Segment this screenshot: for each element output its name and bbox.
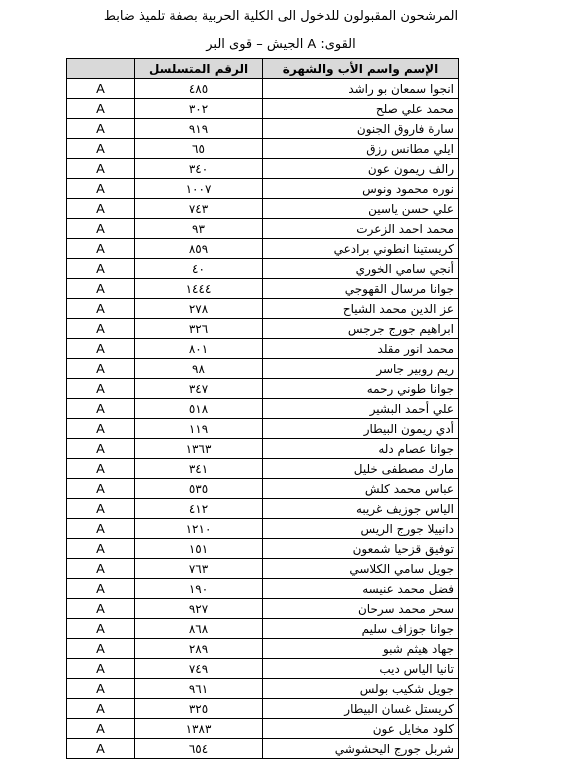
row-name: علي أحمد البشير xyxy=(263,399,459,419)
row-name: توفيق قزحيا شمعون xyxy=(263,539,459,559)
row-serial: ٧٤٩ xyxy=(135,659,263,679)
table-row xyxy=(67,239,459,259)
row-serial: ٤٠ xyxy=(135,259,263,279)
row-name: مارك مصطفى خليل xyxy=(263,459,459,479)
row-name: سارة فاروق الجنون xyxy=(263,119,459,139)
table-row xyxy=(67,619,459,639)
row-grade: A xyxy=(67,439,135,459)
row-name: كلود مخايل عون xyxy=(263,719,459,739)
row-grade: A xyxy=(67,699,135,719)
row-name: دانييلا جورج الريس xyxy=(263,519,459,539)
table-row xyxy=(67,199,459,219)
row-name: الياس جوزيف غريبه xyxy=(263,499,459,519)
row-name: تانيا الياس ديب xyxy=(263,659,459,679)
row-grade: A xyxy=(67,579,135,599)
table-row xyxy=(67,219,459,239)
table-row xyxy=(67,279,459,299)
row-serial: ٩٢٧ xyxy=(135,599,263,619)
row-grade: A xyxy=(67,99,135,119)
row-grade: A xyxy=(67,259,135,279)
table-row xyxy=(67,319,459,339)
row-serial: ٦٥٤ xyxy=(135,739,263,759)
row-serial: ٩٦١ xyxy=(135,679,263,699)
row-grade: A xyxy=(67,639,135,659)
row-name: أنجي سامي الخوري xyxy=(263,259,459,279)
table-row xyxy=(67,679,459,699)
row-serial: ١٤٤٤ xyxy=(135,279,263,299)
row-serial: ٨٥٩ xyxy=(135,239,263,259)
table-row xyxy=(67,159,459,179)
row-name: ريم روبير جاسر xyxy=(263,359,459,379)
force-name: الجيش – قوى البر xyxy=(206,37,304,52)
row-grade: A xyxy=(67,659,135,679)
header-serial: الرقم المتسلسل xyxy=(135,59,263,79)
table-row xyxy=(67,739,459,759)
header-grade xyxy=(67,59,135,79)
row-serial: ٧٦٣ xyxy=(135,559,263,579)
row-grade: A xyxy=(67,519,135,539)
row-name: علي حسن ياسين xyxy=(263,199,459,219)
row-grade: A xyxy=(67,399,135,419)
candidates-table xyxy=(66,58,459,759)
row-name: كريستل غسان البيطار xyxy=(263,699,459,719)
row-grade: A xyxy=(67,219,135,239)
row-grade: A xyxy=(67,319,135,339)
row-name: سحر محمد سرحان xyxy=(263,599,459,619)
row-name: جويل شكيب بولس xyxy=(263,679,459,699)
table-row xyxy=(67,519,459,539)
row-serial: ٣٢٥ xyxy=(135,699,263,719)
table-row xyxy=(67,119,459,139)
row-serial: ٥١٨ xyxy=(135,399,263,419)
table-row xyxy=(67,259,459,279)
table-row xyxy=(67,539,459,559)
table-row xyxy=(67,379,459,399)
row-name: محمد انور مقلد xyxy=(263,339,459,359)
table-row xyxy=(67,99,459,119)
row-name: جويل سامي الكلاسي xyxy=(263,559,459,579)
row-serial: ٤٨٥ xyxy=(135,79,263,99)
table-row xyxy=(67,559,459,579)
row-name: فضل محمد عنيسه xyxy=(263,579,459,599)
row-grade: A xyxy=(67,299,135,319)
table-row xyxy=(67,299,459,319)
row-grade: A xyxy=(67,279,135,299)
row-name: عباس محمد كلش xyxy=(263,479,459,499)
table-row xyxy=(67,179,459,199)
row-serial: ١٥١ xyxy=(135,539,263,559)
row-serial: ٣٠٢ xyxy=(135,99,263,119)
row-grade: A xyxy=(67,339,135,359)
row-serial: ٨٠١ xyxy=(135,339,263,359)
row-serial: ١٩٠ xyxy=(135,579,263,599)
row-serial: ٢٧٨ xyxy=(135,299,263,319)
row-name: نوره محمود ونوس xyxy=(263,179,459,199)
row-name: جوانا عصام دله xyxy=(263,439,459,459)
table-row xyxy=(67,699,459,719)
table-row xyxy=(67,599,459,619)
row-grade: A xyxy=(67,739,135,759)
row-name: عز الدين محمد الشياح xyxy=(263,299,459,319)
row-name: جوانا طوني رحمه xyxy=(263,379,459,399)
row-grade: A xyxy=(67,479,135,499)
table-row xyxy=(67,79,459,99)
row-name: كريستينا انطوني برادعي xyxy=(263,239,459,259)
row-serial: ١٣٦٣ xyxy=(135,439,263,459)
table-row xyxy=(67,499,459,519)
row-name: جوانا مرسال القهوجي xyxy=(263,279,459,299)
row-grade: A xyxy=(67,459,135,479)
row-grade: A xyxy=(67,179,135,199)
table-row xyxy=(67,639,459,659)
table-row xyxy=(67,419,459,439)
table-row xyxy=(67,719,459,739)
row-serial: ٣٤٧ xyxy=(135,379,263,399)
row-grade: A xyxy=(67,539,135,559)
row-serial: ١١٩ xyxy=(135,419,263,439)
row-serial: ٩٨ xyxy=(135,359,263,379)
row-grade: A xyxy=(67,239,135,259)
table-row xyxy=(67,579,459,599)
row-serial: ١٣٨٣ xyxy=(135,719,263,739)
row-grade: A xyxy=(67,79,135,99)
row-serial: ٩٣ xyxy=(135,219,263,239)
row-grade: A xyxy=(67,679,135,699)
row-serial: ١٢١٠ xyxy=(135,519,263,539)
row-grade: A xyxy=(67,559,135,579)
row-name: محمد احمد الزعرت xyxy=(263,219,459,239)
row-name: جهاد هيثم شبو xyxy=(263,639,459,659)
table-row xyxy=(67,139,459,159)
row-name: ايلي مطانس رزق xyxy=(263,139,459,159)
row-grade: A xyxy=(67,139,135,159)
row-grade: A xyxy=(67,619,135,639)
row-name: أدي ريمون البيطار xyxy=(263,419,459,439)
table-body xyxy=(67,79,459,759)
row-name: انجوا سمعان بو راشد xyxy=(263,79,459,99)
table-header-row xyxy=(67,59,459,79)
table-row xyxy=(67,659,459,679)
page-subtitle xyxy=(0,35,562,54)
table-row xyxy=(67,479,459,499)
row-serial: ٤١٢ xyxy=(135,499,263,519)
row-serial: ٦٥ xyxy=(135,139,263,159)
row-grade: A xyxy=(67,199,135,219)
row-name: محمد علي صلح xyxy=(263,99,459,119)
row-grade: A xyxy=(67,359,135,379)
row-serial: ٨٦٨ xyxy=(135,619,263,639)
force-label: القوى: xyxy=(320,37,356,52)
row-serial: ٣٤١ xyxy=(135,459,263,479)
row-name: شربل جورج اليحشوشي xyxy=(263,739,459,759)
table-row xyxy=(67,359,459,379)
row-serial: ٥٣٥ xyxy=(135,479,263,499)
row-grade: A xyxy=(67,599,135,619)
table-row xyxy=(67,439,459,459)
table-row xyxy=(67,459,459,479)
row-grade: A xyxy=(67,419,135,439)
page-title: المرشحون المقبولون للدخول الى الكلية الحربية بصفة تلميذ ضابط xyxy=(103,9,459,24)
header-name: الإسم واسم الأب والشهرة xyxy=(263,59,459,79)
row-grade: A xyxy=(67,719,135,739)
row-serial: ١٠٠٧ xyxy=(135,179,263,199)
table-row xyxy=(67,339,459,359)
row-serial: ٣٢٦ xyxy=(135,319,263,339)
row-grade: A xyxy=(67,119,135,139)
row-serial: ٩١٩ xyxy=(135,119,263,139)
row-serial: ٢٨٩ xyxy=(135,639,263,659)
row-grade: A xyxy=(67,499,135,519)
row-serial: ٧٤٣ xyxy=(135,199,263,219)
table-row xyxy=(67,399,459,419)
row-name: جوانا جوزاف سليم xyxy=(263,619,459,639)
row-grade: A xyxy=(67,379,135,399)
row-grade: A xyxy=(67,159,135,179)
row-name: ابراهيم جورج جرجس xyxy=(263,319,459,339)
row-name: رالف ريمون عون xyxy=(263,159,459,179)
force-grade: A xyxy=(307,36,317,51)
row-serial: ٣٤٠ xyxy=(135,159,263,179)
